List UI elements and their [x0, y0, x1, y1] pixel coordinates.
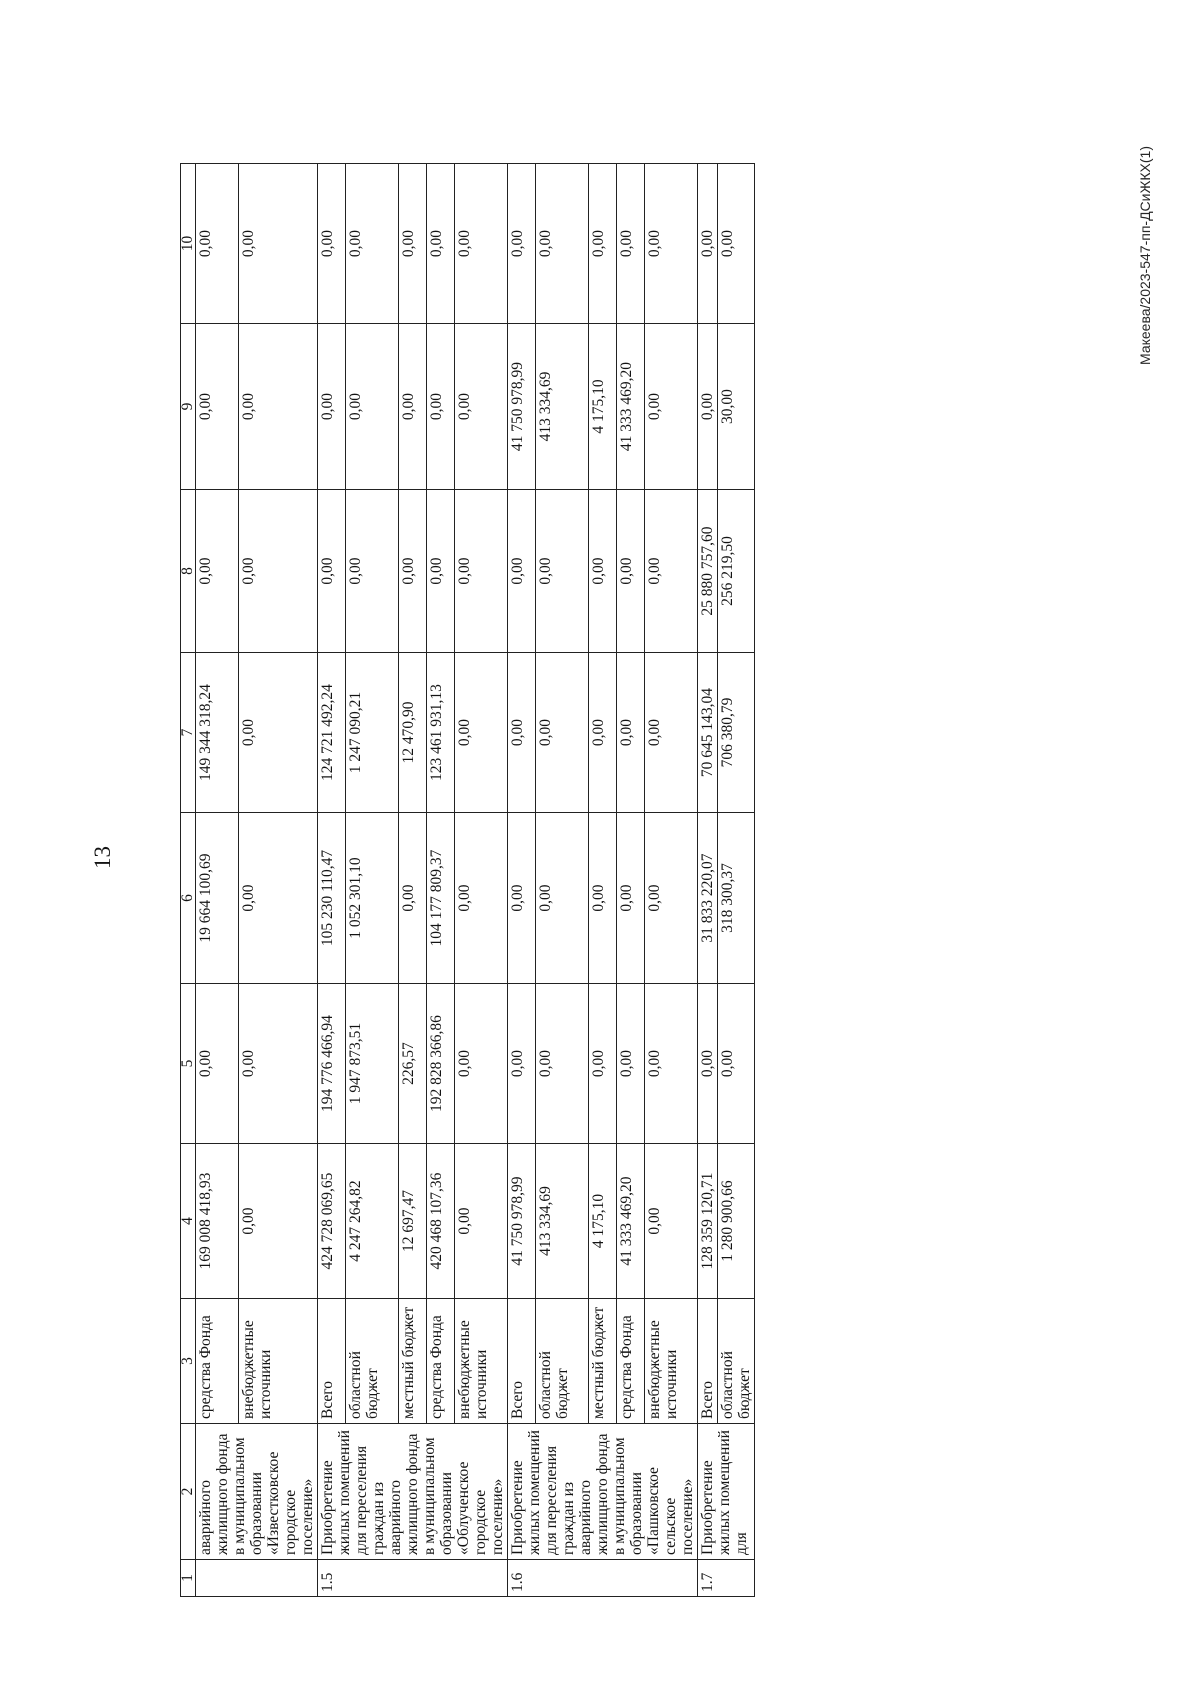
item-description-cell: Приобретение жилых помещений для	[698, 1424, 755, 1560]
amount-cell: 12 470,90	[398, 653, 426, 813]
funding-source-cell: областной бюджет	[346, 1299, 398, 1424]
amount-cell: 4 175,10	[588, 324, 616, 490]
item-description-cell: Приобретение жилых помещений для переселения граждан из аварийного жилищного фонда в муниципальном образовании «Облученское городское поселение»	[318, 1424, 508, 1560]
table-row	[427, 164, 455, 1597]
item-description-cell: аварийного жилищного фонда в муниципальном образовании «Известковское городское поселение»	[196, 1424, 318, 1560]
amount-cell: 41 750 978,99	[508, 1144, 536, 1299]
amount-cell: 0,00	[455, 164, 508, 324]
amount-cell: 0,00	[536, 653, 588, 813]
funding-source-cell: областной бюджет	[536, 1299, 588, 1424]
funding-source-cell: средства Фонда	[617, 1299, 645, 1424]
amount-cell: 1 247 090,21	[346, 653, 398, 813]
amount-cell: 0,00	[536, 490, 588, 653]
amount-cell: 1 052 301,10	[346, 813, 398, 984]
amount-cell: 0,00	[698, 164, 718, 324]
amount-cell: 0,00	[455, 490, 508, 653]
amount-cell: 105 230 110,47	[318, 813, 346, 984]
amount-cell: 169 008 418,93	[196, 1144, 239, 1299]
amount-cell: 0,00	[427, 324, 455, 490]
amount-cell: 128 359 120,71	[698, 1144, 718, 1299]
amount-cell: 0,00	[645, 984, 698, 1144]
amount-cell: 0,00	[588, 813, 616, 984]
amount-cell: 149 344 318,24	[196, 653, 239, 813]
amount-cell: 19 664 100,69	[196, 813, 239, 984]
document-code: Макеева/2023-547-пп-ДСиЖКХ(1)	[1137, 145, 1153, 365]
item-number-cell: 1.6	[508, 1560, 698, 1597]
column-header: 1	[181, 1560, 196, 1597]
amount-cell: 104 177 809,37	[427, 813, 455, 984]
amount-cell: 0,00	[718, 164, 755, 324]
amount-cell: 0,00	[508, 653, 536, 813]
amount-cell: 0,00	[398, 813, 426, 984]
amount-cell: 0,00	[398, 164, 426, 324]
amount-cell: 0,00	[427, 164, 455, 324]
column-header: 7	[181, 653, 196, 813]
amount-cell: 0,00	[698, 984, 718, 1144]
amount-cell: 0,00	[346, 490, 398, 653]
column-header: 3	[181, 1299, 196, 1424]
amount-cell: 0,00	[238, 164, 317, 324]
amount-cell: 0,00	[346, 324, 398, 490]
amount-cell: 0,00	[588, 653, 616, 813]
funding-source-cell: внебюджетные источники	[645, 1299, 698, 1424]
page-number: 13	[90, 846, 115, 869]
table-row	[346, 164, 398, 1597]
table-row	[698, 164, 718, 1597]
column-header: 8	[181, 490, 196, 653]
amount-cell: 0,00	[455, 984, 508, 1144]
item-number-cell: 1.5	[318, 1560, 508, 1597]
amount-cell: 0,00	[238, 653, 317, 813]
amount-cell: 0,00	[455, 653, 508, 813]
funding-source-cell: внебюджетные источники	[455, 1299, 508, 1424]
amount-cell: 70 645 143,04	[698, 653, 718, 813]
amount-cell: 0,00	[645, 653, 698, 813]
column-header: 9	[181, 324, 196, 490]
funding-table	[180, 163, 755, 1597]
table-row	[318, 164, 346, 1597]
amount-cell: 0,00	[536, 164, 588, 324]
amount-cell: 0,00	[645, 490, 698, 653]
amount-cell: 192 828 366,86	[427, 984, 455, 1144]
amount-cell: 0,00	[645, 1144, 698, 1299]
column-header: 10	[181, 164, 196, 324]
amount-cell: 226,57	[398, 984, 426, 1144]
funding-source-cell: средства Фонда	[196, 1299, 239, 1424]
table-row	[645, 164, 698, 1597]
amount-cell: 0,00	[536, 813, 588, 984]
amount-cell: 318 300,37	[718, 813, 755, 984]
amount-cell: 0,00	[588, 984, 616, 1144]
amount-cell: 0,00	[455, 324, 508, 490]
column-number-row	[181, 164, 196, 1597]
column-header: 4	[181, 1144, 196, 1299]
amount-cell: 413 334,69	[536, 1144, 588, 1299]
amount-cell: 4 247 264,82	[346, 1144, 398, 1299]
amount-cell: 194 776 466,94	[318, 984, 346, 1144]
amount-cell: 0,00	[588, 490, 616, 653]
amount-cell: 0,00	[346, 164, 398, 324]
amount-cell: 413 334,69	[536, 324, 588, 490]
table-row	[718, 164, 755, 1597]
amount-cell: 0,00	[617, 490, 645, 653]
amount-cell: 124 721 492,24	[318, 653, 346, 813]
amount-cell: 0,00	[617, 813, 645, 984]
amount-cell: 0,00	[318, 490, 346, 653]
amount-cell: 420 468 107,36	[427, 1144, 455, 1299]
amount-cell: 0,00	[318, 164, 346, 324]
amount-cell: 0,00	[398, 324, 426, 490]
amount-cell: 31 833 220,07	[698, 813, 718, 984]
amount-cell: 0,00	[238, 984, 317, 1144]
amount-cell: 424 728 069,65	[318, 1144, 346, 1299]
amount-cell: 1 280 900,66	[718, 1144, 755, 1299]
funding-source-cell: местный бюджет	[398, 1299, 426, 1424]
funding-source-cell: Всего	[508, 1299, 536, 1424]
amount-cell: 0,00	[427, 490, 455, 653]
table-row	[508, 164, 536, 1597]
item-description-cell: Приобретение жилых помещений для переселения граждан из аварийного жилищного фонда в муниципальном образовании «Пашковское сельское поселение»	[508, 1424, 698, 1560]
amount-cell: 0,00	[455, 813, 508, 984]
amount-cell: 41 750 978,99	[508, 324, 536, 490]
item-number-cell: 1.7	[698, 1560, 755, 1597]
amount-cell: 0,00	[196, 164, 239, 324]
amount-cell: 0,00	[398, 490, 426, 653]
table-row	[455, 164, 508, 1597]
funding-source-cell: областной бюджет	[718, 1299, 755, 1424]
amount-cell: 0,00	[645, 164, 698, 324]
amount-cell: 0,00	[617, 984, 645, 1144]
amount-cell: 706 380,79	[718, 653, 755, 813]
funding-source-cell: местный бюджет	[588, 1299, 616, 1424]
table-row	[238, 164, 317, 1597]
item-number-cell	[196, 1560, 318, 1597]
funding-source-cell: внебюджетные источники	[238, 1299, 317, 1424]
funding-source-cell: Всего	[698, 1299, 718, 1424]
amount-cell: 0,00	[196, 984, 239, 1144]
table-row	[196, 164, 239, 1597]
amount-cell: 0,00	[698, 324, 718, 490]
column-header: 2	[181, 1424, 196, 1560]
amount-cell: 25 880 757,60	[698, 490, 718, 653]
amount-cell: 0,00	[617, 164, 645, 324]
amount-cell: 0,00	[238, 324, 317, 490]
amount-cell: 0,00	[508, 984, 536, 1144]
amount-cell: 0,00	[238, 813, 317, 984]
amount-cell: 30,00	[718, 324, 755, 490]
amount-cell: 0,00	[617, 653, 645, 813]
column-header: 5	[181, 984, 196, 1144]
table-row	[536, 164, 588, 1597]
table-body	[196, 164, 755, 1597]
amount-cell: 0,00	[238, 490, 317, 653]
amount-cell: 0,00	[318, 324, 346, 490]
amount-cell: 0,00	[196, 324, 239, 490]
amount-cell: 256 219,50	[718, 490, 755, 653]
amount-cell: 41 333 469,20	[617, 324, 645, 490]
amount-cell: 0,00	[508, 164, 536, 324]
amount-cell: 4 175,10	[588, 1144, 616, 1299]
funding-source-cell: Всего	[318, 1299, 346, 1424]
amount-cell: 0,00	[508, 490, 536, 653]
amount-cell: 0,00	[645, 813, 698, 984]
column-header: 6	[181, 813, 196, 984]
funding-source-cell: средства Фонда	[427, 1299, 455, 1424]
amount-cell: 123 461 931,13	[427, 653, 455, 813]
amount-cell: 0,00	[718, 984, 755, 1144]
amount-cell: 41 333 469,20	[617, 1144, 645, 1299]
table-row	[398, 164, 426, 1597]
table-row	[617, 164, 645, 1597]
amount-cell: 12 697,47	[398, 1144, 426, 1299]
amount-cell: 0,00	[196, 490, 239, 653]
table-row	[588, 164, 616, 1597]
amount-cell: 0,00	[508, 813, 536, 984]
amount-cell: 0,00	[238, 1144, 317, 1299]
amount-cell: 0,00	[645, 324, 698, 490]
amount-cell: 0,00	[588, 164, 616, 324]
amount-cell: 1 947 873,51	[346, 984, 398, 1144]
amount-cell: 0,00	[536, 984, 588, 1144]
amount-cell: 0,00	[455, 1144, 508, 1299]
